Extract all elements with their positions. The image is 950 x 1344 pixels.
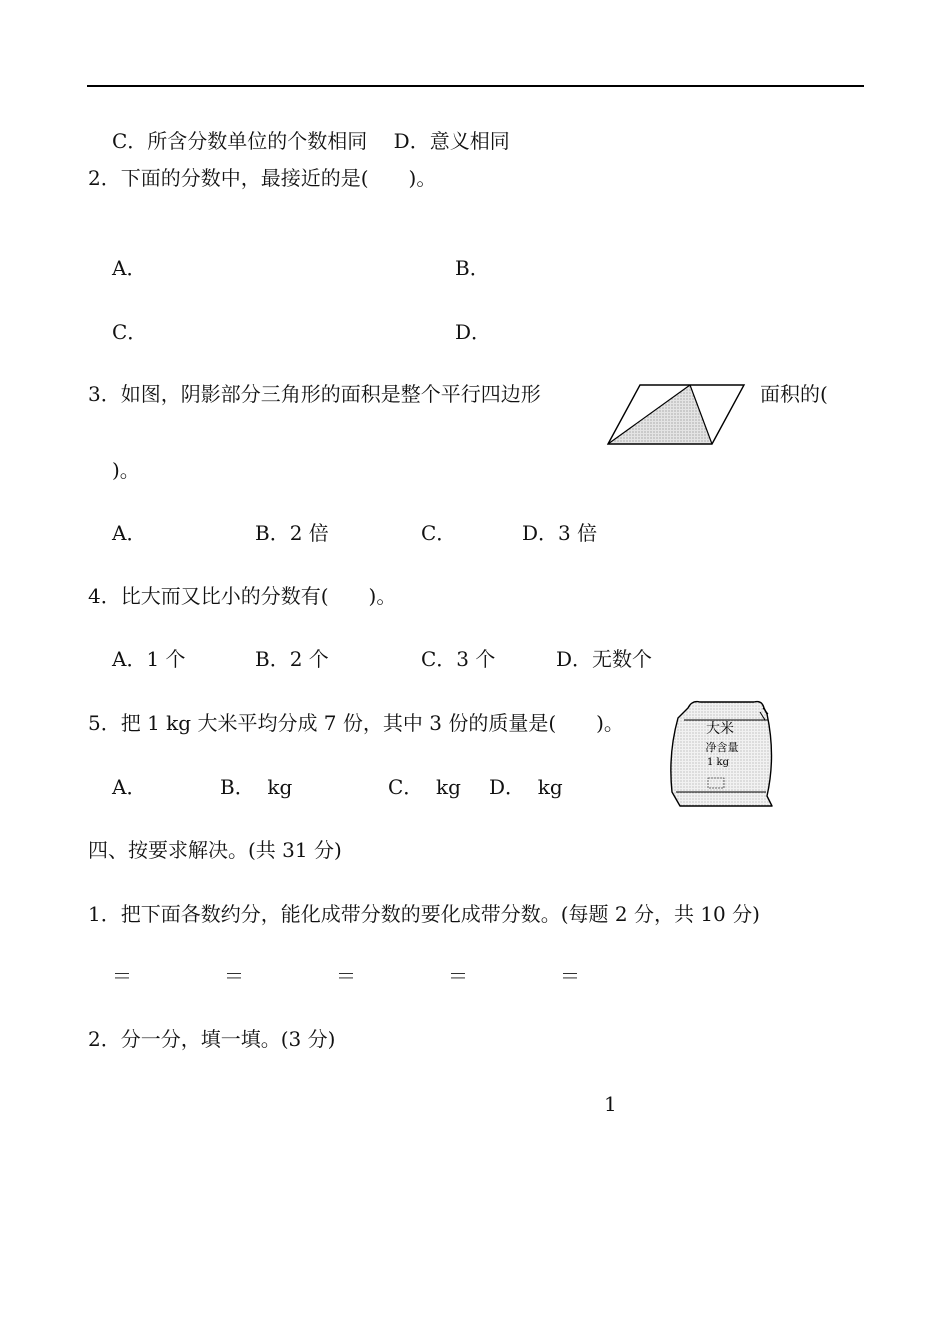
s4-q1-stem: 1．把下面各数约分，能化成带分数的要化成带分数。(每题 2 分，共 10 分) [88, 902, 760, 926]
equals-sign: ＝ [336, 964, 356, 988]
q2-option-b: B． [455, 256, 490, 280]
rice-bag-name: 大米 [706, 721, 734, 737]
q2-option-a: A． [112, 256, 147, 280]
q5-option-b: B． kg [220, 775, 293, 799]
q2-stem: 2．下面的分数中，最接近的是( )。 [88, 166, 437, 190]
rice-bag-weight: 1 kg [706, 757, 730, 768]
q2-option-c: C． [112, 320, 148, 344]
s4-q2-stem: 2．分一分，填一填。(3 分) [88, 1027, 336, 1051]
page-number: 1 [604, 1092, 617, 1116]
q3-option-d: D．3 倍 [522, 521, 598, 545]
q4-stem: 4．比大而又比小的分数有( )。 [88, 584, 397, 608]
q3-stem: 3．如图，阴影部分三角形的面积是整个平行四边形 [88, 382, 541, 406]
rice-bag-net-label: 净含量 [705, 741, 739, 754]
q1-options-cd: C．所含分数单位的个数相同 D．意义相同 [112, 129, 510, 153]
parallelogram-figure [605, 383, 747, 447]
header-rule [87, 85, 864, 87]
q4-option-c: C．3 个 [421, 647, 496, 671]
q4-option-a: A．1 个 [112, 647, 186, 671]
section4-title: 四、按要求解决。(共 31 分) [88, 838, 342, 862]
q4-option-d: D．无数个 [556, 647, 653, 671]
q5-option-c: C． kg [388, 775, 461, 799]
rice-bag-illustration [668, 696, 778, 814]
q3-stem-after: 面积的( [760, 382, 828, 406]
q3-close: )。 [112, 458, 140, 482]
equals-sign: ＝ [112, 964, 132, 988]
q5-option-a: A． [112, 775, 147, 799]
q3-option-b: B．2 倍 [255, 521, 329, 545]
q5-option-d: D． kg [489, 775, 563, 799]
q5-stem: 5．把 1 kg 大米平均分成 7 份，其中 3 份的质量是( )。 [88, 711, 624, 735]
q2-option-d: D． [455, 320, 492, 344]
q4-option-b: B．2 个 [255, 647, 329, 671]
equals-sign: ＝ [224, 964, 244, 988]
q3-option-a: A． [112, 521, 147, 545]
q3-option-c: C． [421, 521, 457, 545]
equals-sign: ＝ [560, 964, 580, 988]
equals-sign: ＝ [448, 964, 468, 988]
